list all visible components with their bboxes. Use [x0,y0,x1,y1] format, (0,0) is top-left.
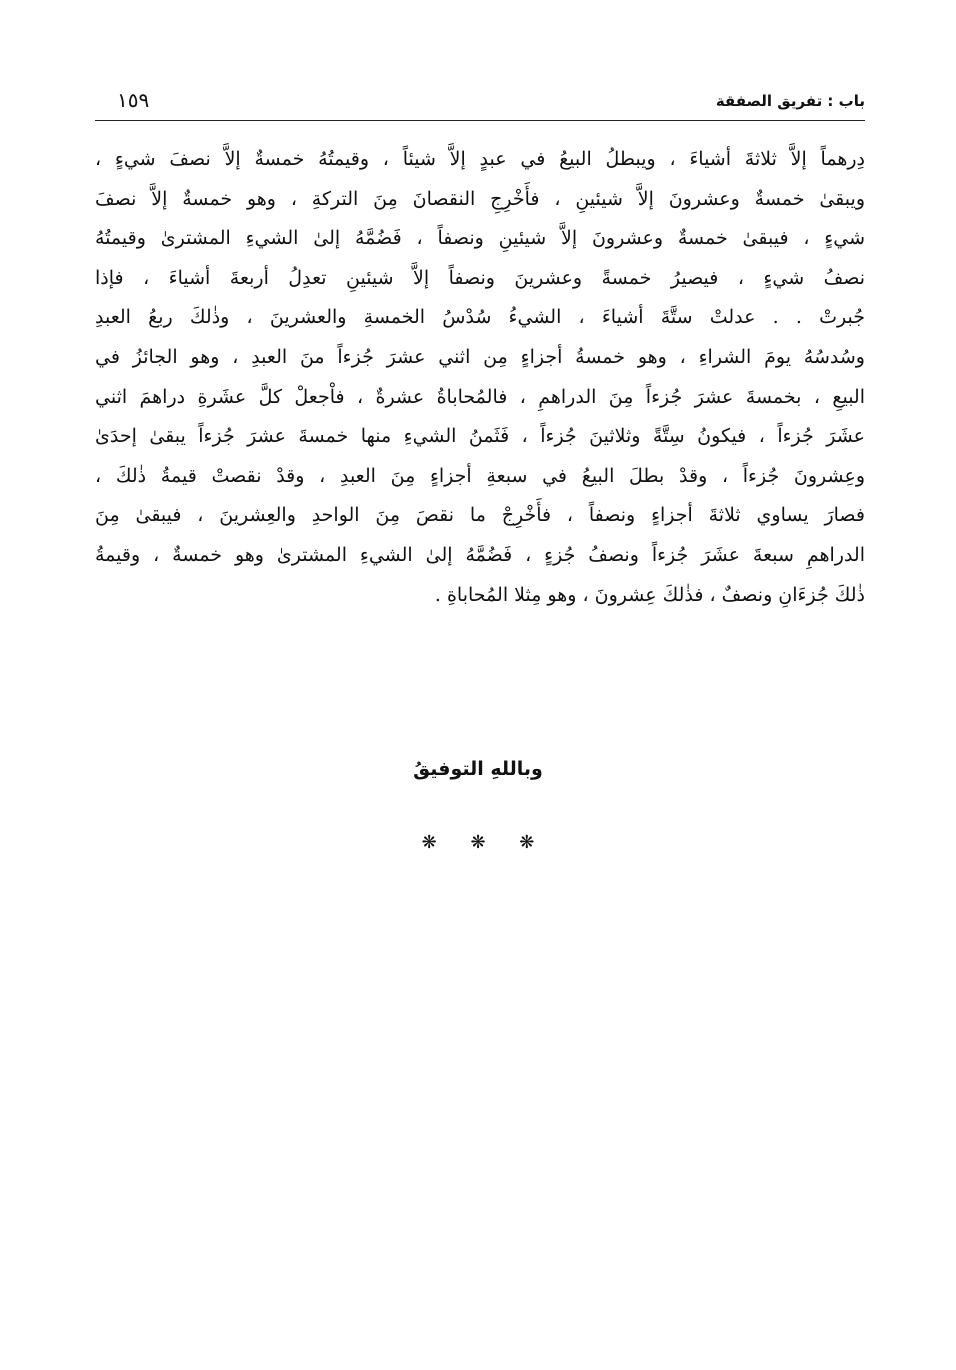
text-line: عشَرَ جُزءاً ، فيكونُ سِتَّةً وثلاثينَ جُزءاً ، فَثَمنُ الشيءِ منها خمسةَ عشرَ جُزءاً يبقىٰ إحدَىٰ [95,425,865,448]
body-text [95,140,865,615]
text-line: وسُدسُهُ يومَ الشراءِ ، وهو خمسةُ أجزاءٍ مِن اثني عشرَ جُزءاً منَ العبدِ ، وهو الجائزُ في [95,345,865,368]
text-line: فصارَ يساوي ثلاثةَ أجزاءٍ ونصفاً ، فأَخْرِجْ ما نقصَ مِنَ الواحدِ والعِشرينَ ، فيبقىٰ مِنَ [95,504,865,527]
star-ornament-icon: ❋ [470,832,486,853]
text-line: البيعِ ، بخمسةَ عشرَ جُزءاً مِنَ الدراهمِ ، فالمُحاباةُ عشرةٌ ، فاْجعلْ كلَّ عشَرةِ دراهمَ اثني [95,385,865,408]
section-end-ornament [0,832,956,853]
text-line: وعِشرونَ جُزءاً ، وقدْ بطلَ البيعُ في سبعةِ أجزاءٍ مِنَ العبدِ ، وقدْ نقصتْ قيمةُ ذٰلكَ ، [95,464,865,487]
text-line: شيءٍ ، فيبقىٰ خمسةٌ وعشرونَ إلاَّ شيئينِ ونصفاً ، فَضُمَّهُ إلىٰ الشيءِ المشترىٰ وقيمتُهُ [95,227,865,250]
text-line: الدراهمِ سبعةَ عشَرَ جُزءاً ونصفُ جُزءٍ ، فَضُمَّهُ إلىٰ الشيءِ المشترىٰ وهو خمسةٌ ، وقيمةُ [95,543,865,566]
closing-phrase: وباللهِ التوفيقُ [413,758,543,780]
text-line: دِرهماً إلاَّ ثلاثةَ أشياءَ ، ويبطلُ البيعُ في عبدٍ إلاَّ شيئاً ، وقيمتُهُ خمسةٌ إلاَّ نصفَ شيءٍ ، [95,148,865,170]
text-line: ويبقىٰ خمسةٌ وعشرونَ إلاَّ شيئينِ ، فأَخْرِجِ النقصانَ مِنَ التركةِ ، وهو خمسةٌ إلاَّ نصفَ [95,187,865,210]
page-number: ١٥٩ [117,88,150,112]
star-ornament-icon: ❋ [519,832,535,853]
running-title: باب : تفريق الصفقة [715,92,865,110]
star-ornament-icon: ❋ [421,832,437,853]
text-line: ذٰلكَ جُزءَانِ ونصفٌ ، فذٰلكَ عِشرونَ ، وهو مِثلا المُحاباةِ . [434,583,865,606]
text-line: نصفُ شيءٍ ، فيصيرُ خمسةً وعشرينَ ونصفاً إلاَّ شيئينِ تعدِلُ أربعةَ أشياءَ ، فإذا [95,266,865,289]
page-header [95,88,865,121]
text-line: جُبرتْ . . عدلتْ ستَّةَ أشياءَ ، الشيءُ سُدْسُ الخمسةِ والعشرينَ ، وذٰلكَ ربعُ العبدِ [95,306,865,329]
